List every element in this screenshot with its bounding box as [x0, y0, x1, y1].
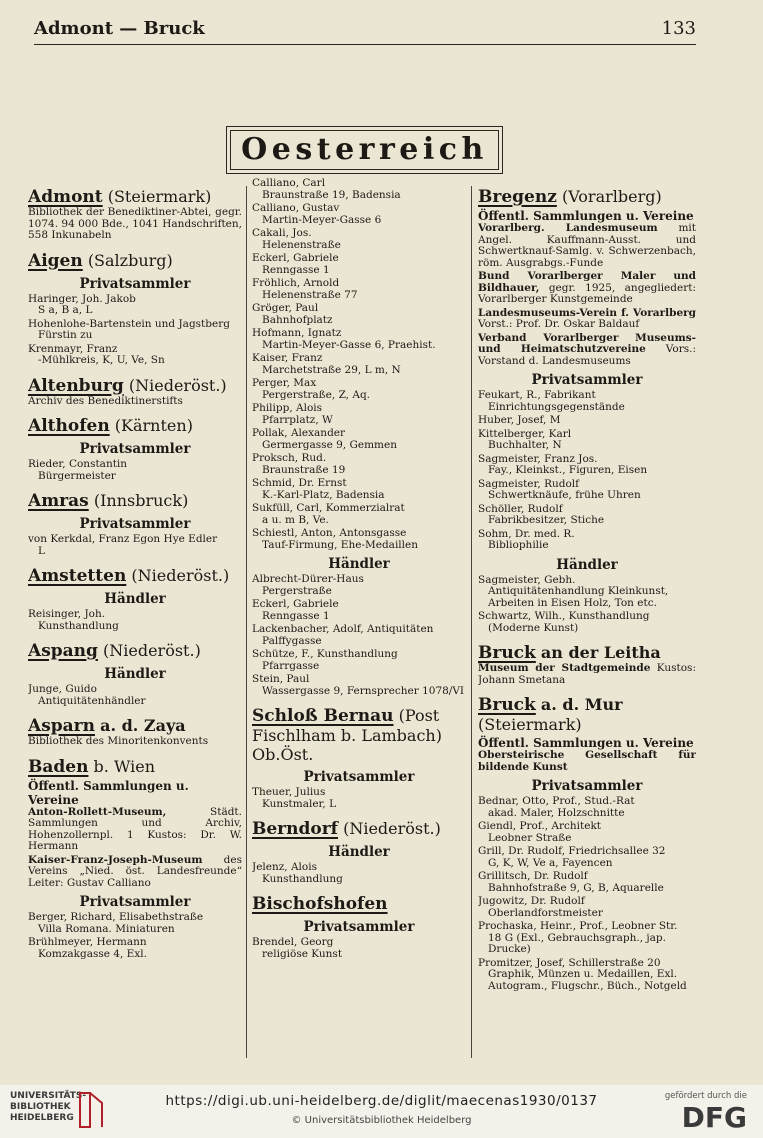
entry-name: Grillitsch, Dr. Rudolf: [478, 870, 588, 882]
entry-details: Antiquitätenhändler: [38, 694, 146, 707]
directory-entry: [28, 319, 242, 342]
entry-name: Sagmeister, Rudolf: [478, 477, 580, 490]
column-rule: [246, 186, 247, 1058]
entry-name: Brendel, Georg: [252, 936, 334, 948]
directory-entry: [478, 429, 696, 452]
directory-entry: [478, 796, 696, 819]
funding-text: gefördert durch die: [664, 1091, 747, 1101]
directory-entry: [252, 574, 466, 597]
directory-entry: [252, 599, 466, 622]
entry-name: Berger, Richard, Elisabethstraße: [28, 911, 204, 923]
institution-entry: [478, 271, 696, 306]
city-region: (Niederöst.): [131, 566, 230, 585]
directory-entry: [252, 503, 466, 526]
city-name: Aigen: [28, 250, 83, 271]
column-1: [28, 178, 242, 1058]
city-name: Althofen: [28, 416, 110, 436]
directory-entry: [252, 378, 466, 401]
entry-name: Schütze, F., Kunsthandlung: [252, 648, 398, 660]
city-region: (Post Fischlham b. Lambach) Ob.Öst.: [252, 706, 442, 764]
entry-details: a u. m B, Ve.: [262, 513, 329, 526]
institution-name: Obersteirische Gesellschaft für bildende Kunst: [478, 749, 696, 773]
institution-name: Vorarlberg. Landesmuseum: [478, 222, 658, 234]
entry-name: Haringer, Joh. Jakob: [28, 292, 136, 305]
entry-name: Lackenbacher, Adolf, Antiquitäten: [252, 623, 434, 635]
entry-name: Perger, Max: [252, 377, 317, 389]
directory-entry: [252, 937, 466, 960]
dfg-logo: DFG: [681, 1101, 747, 1134]
entry-details: Braunstraße 19, Badensia: [262, 188, 401, 201]
city-name: Bischofshofen: [252, 894, 388, 914]
institution-entry: [28, 396, 242, 408]
entry-name: Sagmeister, Gebh.: [478, 573, 576, 586]
entry-name: Stein, Paul: [252, 673, 310, 685]
entry-name: Grill, Dr. Rudolf, Friedrichsallee 32: [478, 845, 666, 857]
institutions-heading: Öffentl. Sammlungen u. Vereine: [478, 209, 694, 223]
directory-entry: [478, 575, 696, 610]
city-suffix: a. d. Mur: [540, 695, 623, 714]
institution-details: Bibliothek des Minoritenkonvents: [28, 735, 209, 747]
city-region: (Niederöst.): [343, 819, 441, 838]
entry-name: Schöller, Rudolf: [478, 502, 563, 515]
directory-entry: [478, 821, 696, 844]
institution-details: Kustos: Johann Smetana: [478, 662, 696, 686]
city-name: Bregenz: [478, 187, 557, 207]
entry-name: Fröhlich, Arnold: [252, 277, 340, 289]
directory-entry: [252, 428, 466, 451]
city-region: (Niederöst.): [103, 641, 201, 660]
directory-entry: [478, 529, 696, 552]
country-title-box: [226, 126, 503, 174]
city-heading: [28, 187, 242, 207]
country-title: Oesterreich: [230, 130, 499, 170]
institution-details: des Vereins „Nied. öst. Landesfreunde“ Leiter: Gustav Calliano: [28, 853, 242, 889]
entry-details: 18 G (Exl., Gebrauchsgraph., jap. Drucke): [488, 931, 666, 955]
entry-name: Cakali, Jos.: [252, 227, 312, 239]
entry-details: Villa Romana. Miniaturen: [38, 922, 175, 935]
directory-entry: [252, 453, 466, 476]
entry-name: Philipp, Alois: [252, 402, 323, 414]
directory-entry: [28, 344, 242, 367]
city-heading: [252, 706, 466, 764]
institution-details: mit Angel. Kauffmann-Ausst. und Schwertknauf-Samlg. v. Schwerzenbach, röm. Ausgrabgs.-Funde: [478, 222, 696, 269]
entry-name: Gröger, Paul: [252, 302, 319, 314]
entry-name: Sukfüll, Carl, Kommerzialrat: [252, 502, 405, 514]
directory-entry: [28, 684, 242, 707]
city-heading: [28, 641, 242, 661]
city-name: Amstetten: [28, 566, 127, 586]
running-header-title: Admont — Bruck: [34, 18, 205, 39]
entry-details: Kunsthandlung: [262, 872, 343, 885]
entry-name: Pollak, Alexander: [252, 427, 346, 439]
city-heading: [28, 491, 242, 511]
directory-entry: [252, 674, 466, 697]
institution-entry: [28, 855, 242, 890]
institution-name: Kaiser-Franz-Joseph-Museum: [28, 853, 203, 866]
entry-name: Rieder, Constantin: [28, 458, 128, 470]
institutions-heading: Öffentl. Sammlungen u. Vereine: [478, 736, 694, 750]
section-heading: Händler: [328, 844, 390, 860]
entry-name: Kittelberger, Karl: [478, 427, 572, 440]
entry-details: Schwertknäufe, frühe Uhren: [488, 489, 641, 501]
city-heading: [28, 716, 242, 736]
section-heading: Händler: [104, 591, 166, 607]
city-heading: [478, 643, 696, 663]
entry-name: Jugowitz, Dr. Rudolf: [478, 895, 585, 907]
institution-details: gegr. 1925, angegliedert: Vorarlberger Kunstgemeinde: [478, 281, 696, 305]
entry-details: G, K, W, Ve a, Fayencen: [488, 856, 613, 869]
city-name: Bruck: [478, 695, 536, 715]
entry-name: Feukart, R., Fabrikant: [478, 389, 596, 401]
page-number: 133: [661, 18, 696, 39]
directory-entry: [252, 303, 466, 326]
entry-name: Schiestl, Anton, Antonsgasse: [252, 527, 407, 539]
section-heading: Privatsammler: [303, 919, 415, 935]
column-3: [478, 178, 696, 1058]
directory-entry: [252, 528, 466, 551]
section-heading: Privatsammler: [303, 769, 415, 785]
directory-entry: [478, 611, 696, 634]
directory-entry: [252, 253, 466, 276]
city-heading: [28, 416, 242, 436]
entry-details: Komzakgasse 4, Exl.: [38, 947, 147, 960]
institution-entry: [28, 807, 242, 853]
entry-details: Pergerstraße: [262, 584, 332, 597]
institution-details: Städt. Sammlungen und Archiv, Hohenzollernpl. 1 Kustos: Dr. W. Hermann: [28, 805, 242, 852]
entry-name: Proksch, Rud.: [252, 452, 327, 464]
directory-entry: [478, 454, 696, 477]
directory-entry: [478, 390, 696, 413]
directory-entry: [252, 328, 466, 351]
entry-details: Pergerstraße, Z, Aq.: [262, 388, 370, 401]
city-region: (Steiermark): [107, 187, 212, 206]
directory-entry: [478, 921, 696, 956]
institution-entry: [478, 663, 696, 686]
city-heading: [252, 819, 466, 839]
entry-details: Einrichtungsgegenstände: [488, 400, 625, 413]
institution-details: Vorst.: Prof. Dr. Oskar Baldauf: [478, 318, 640, 330]
entry-details: K.-Karl-Platz, Badensia: [262, 488, 385, 501]
entry-name: Junge, Guido: [28, 683, 97, 695]
entry-details: Bürgermeister: [38, 469, 116, 482]
city-name: Asparn: [28, 716, 95, 736]
directory-entry: [478, 896, 696, 919]
institutions-heading: Öffentl. Sammlungen u. Vereine: [28, 778, 189, 807]
directory-entry: [28, 609, 242, 632]
directory-entry: [252, 353, 466, 376]
directory-entry: [28, 937, 242, 960]
section-heading: Händler: [556, 556, 618, 573]
library-logo-text: UNIVERSITÄTS-BIBLIOTHEK HEIDELBERG: [10, 1091, 87, 1123]
city-suffix: an der Leitha: [540, 643, 661, 662]
entry-details: Leobner Straße: [488, 831, 572, 844]
city-region: (Steiermark): [478, 715, 582, 734]
directory-entry: [252, 649, 466, 672]
directory-entry: [28, 294, 242, 317]
entry-name: Calliano, Carl: [252, 178, 326, 189]
directory-entry: [478, 958, 696, 993]
entry-details: Oberlandforstmeister: [488, 906, 603, 919]
column-rule: [471, 186, 472, 1058]
directory-entry: [478, 846, 696, 869]
directory-entry: [252, 624, 466, 647]
city-heading: [252, 894, 466, 914]
city-name: Altenburg: [28, 375, 124, 396]
institution-details: Bibliothek der Benediktiner-Abtei, gegr. 1074. 94 000 Bde., 1041 Handschriften, 558 Inkunabeln: [28, 206, 242, 241]
institution-details: Archiv des Benediktinerstifts: [28, 394, 183, 407]
city-name: Berndorf: [252, 819, 338, 839]
entry-details: akad. Maler, Holzschnitte: [488, 806, 625, 819]
copyright-text: © Universitätsbibliothek Heidelberg: [291, 1115, 472, 1126]
entry-name: Eckerl, Gabriele: [252, 252, 339, 264]
entry-details: Graphik, Münzen u. Medaillen, Exl. Autogram., Flugschr., Büch., Notgeld: [488, 968, 687, 992]
entry-name: Krenmayr, Franz: [28, 342, 118, 355]
entry-name: Kaiser, Franz: [252, 352, 323, 364]
entry-name: Huber, Josef, M: [478, 414, 561, 426]
section-heading: Privatsammler: [531, 372, 643, 388]
city-name: Bruck: [478, 643, 536, 663]
entry-name: Hofmann, Ignatz: [252, 327, 342, 339]
entry-details: Bahnhofstraße 9, G, B, Aquarelle: [488, 881, 664, 894]
directory-entry: [478, 479, 696, 502]
city-region: b. Wien: [93, 756, 156, 776]
entry-details: L: [38, 544, 45, 557]
entry-details: -Mühlkreis, K, U, Ve, Sn: [38, 354, 165, 366]
section-heading: Privatsammler: [79, 441, 191, 457]
entry-name: von Kerkdal, Franz Egon Hye Edler: [28, 533, 218, 545]
entry-details: Pfarrgasse: [262, 659, 320, 672]
entry-name: Theuer, Julius: [252, 786, 326, 798]
institution-name: Verband Vorarlberger Museums- und Heimatschutzvereine: [478, 331, 696, 355]
city-name: Aspang: [28, 641, 98, 661]
section-heading: Händler: [104, 666, 166, 682]
entry-details: Tauf-Firmung, Ehe-Medaillen: [262, 538, 418, 551]
institution-name: Landesmuseums-Verein f. Vorarlberg: [478, 306, 696, 319]
entry-name: Bednar, Otto, Prof., Stud.-Rat: [478, 795, 635, 807]
city-heading: [28, 251, 242, 271]
entry-details: Martin-Meyer-Gasse 6: [262, 213, 382, 226]
entry-details: Kunstmaler, L: [262, 797, 337, 810]
entry-details: Germergasse 9, Gemmen: [262, 438, 397, 451]
column-2: [252, 178, 466, 1058]
entry-details: Pfarrplatz, W: [262, 413, 333, 426]
section-heading: Händler: [328, 556, 390, 572]
entry-name: Prochaska, Heinr., Prof., Leobner Str.: [478, 920, 678, 932]
entry-details: Renngasse 1: [262, 263, 330, 276]
entry-name: Schmid, Dr. Ernst: [252, 477, 347, 489]
city-heading: [28, 376, 242, 396]
entry-name: Sagmeister, Franz Jos.: [478, 452, 598, 465]
city-heading: [28, 757, 242, 777]
section-heading: Privatsammler: [79, 275, 191, 292]
entry-details: Buchhalter, N: [488, 439, 562, 451]
institution-entry: [478, 333, 696, 368]
entry-name: Promitzer, Josef, Schillerstraße 20: [478, 956, 661, 969]
entry-name: Brühlmeyer, Hermann: [28, 936, 147, 948]
institution-entry: [478, 750, 696, 773]
institution-entry: [478, 308, 696, 331]
city-heading: [478, 695, 696, 734]
entry-name: Albrecht-Dürer-Haus: [252, 573, 364, 585]
entry-details: Braunstraße 19: [262, 463, 346, 476]
directory-entry: [252, 178, 466, 201]
section-heading: Privatsammler: [531, 778, 643, 794]
institution-name: Bund Vorarlberger Maler und Bildhauer,: [478, 270, 696, 294]
directory-entry: [252, 862, 466, 885]
institution-entry: [28, 736, 242, 748]
city-name: Amras: [28, 491, 89, 511]
viewer-footer: [0, 1085, 763, 1138]
entry-details: Kunsthandlung: [38, 619, 119, 632]
directory-entry: [478, 871, 696, 894]
directory-entry: [252, 478, 466, 501]
entry-name: Eckerl, Gabriele: [252, 598, 339, 610]
entry-details: (Moderne Kunst): [488, 621, 579, 634]
institution-name: Anton-Rollett-Museum,: [28, 805, 167, 818]
entry-details: Renngasse 1: [262, 609, 330, 622]
entry-details: Bibliophilie: [488, 539, 549, 551]
entry-details: Helenenstraße 77: [262, 288, 358, 301]
institution-details: Vors.: Vorstand d. Landesmuseums: [478, 343, 696, 367]
entry-details: Fay., Kleinkst., Figuren, Eisen: [488, 464, 648, 476]
entry-name: Sohm, Dr. med. R.: [478, 527, 575, 540]
directory-entry: [252, 403, 466, 426]
section-heading: Privatsammler: [79, 894, 191, 910]
entry-details: Martin-Meyer-Gasse 6, Praehist.: [262, 338, 436, 351]
institution-name: Museum der Stadtgemeinde: [478, 662, 651, 674]
entry-name: Giendl, Prof., Architekt: [478, 820, 602, 832]
section-heading: Privatsammler: [79, 516, 191, 532]
entry-details: Fabrikbesitzer, Stiche: [488, 514, 605, 526]
entry-details: Wassergasse 9, Fernsprecher 1078/VI: [262, 684, 465, 697]
city-name: Schloß Bernau: [252, 706, 394, 726]
city-region: (Innsbruck): [93, 491, 189, 510]
entry-details: Fürstin zu: [38, 329, 93, 341]
city-region: (Kärnten): [114, 416, 193, 435]
city-region: (Vorarlberg): [561, 187, 662, 206]
directory-entry: [28, 912, 242, 935]
entry-name: Schwartz, Wilh., Kunsthandlung: [478, 610, 650, 622]
city-heading: [478, 187, 696, 207]
entry-details: Palffygasse: [262, 634, 322, 647]
directory-entry: [252, 278, 466, 301]
running-header: [34, 18, 696, 45]
entry-details: S a, B a, L: [38, 304, 93, 316]
directory-entry: [252, 203, 466, 226]
entry-details: Bahnhofplatz: [262, 313, 333, 326]
directory-entry: [478, 504, 696, 527]
directory-entry: [252, 228, 466, 251]
city-heading: [28, 566, 242, 586]
city-name: Baden: [28, 756, 89, 777]
document-url[interactable]: https://digi.ub.uni-heidelberg.de/diglit/maecenas1930/0137: [165, 1093, 598, 1109]
entry-name: Hohenlohe-Bartenstein und Jagstberg: [28, 317, 230, 330]
directory-entry: [252, 787, 466, 810]
entry-details: Helenenstraße: [262, 238, 341, 251]
directory-entry: [28, 459, 242, 482]
entry-details: religiöse Kunst: [262, 947, 343, 960]
entry-name: Jelenz, Alois: [252, 861, 317, 873]
entry-details: Marchetstraße 29, L m, N: [262, 363, 401, 376]
entry-details: Antiquitätenhandlung Kleinkunst, Arbeiten in Eisen Holz, Ton etc.: [488, 585, 669, 609]
city-suffix: a. d. Zaya: [100, 716, 186, 735]
directory-entry: [478, 415, 696, 427]
city-name: Admont: [28, 187, 103, 207]
entry-name: Reisinger, Joh.: [28, 608, 106, 620]
entry-name: Calliano, Gustav: [252, 202, 340, 214]
city-region: (Salzburg): [87, 250, 173, 270]
institution-entry: [478, 223, 696, 269]
institution-entry: [28, 207, 242, 242]
directory-entry: [28, 534, 242, 557]
city-region: (Niederöst.): [128, 375, 227, 395]
